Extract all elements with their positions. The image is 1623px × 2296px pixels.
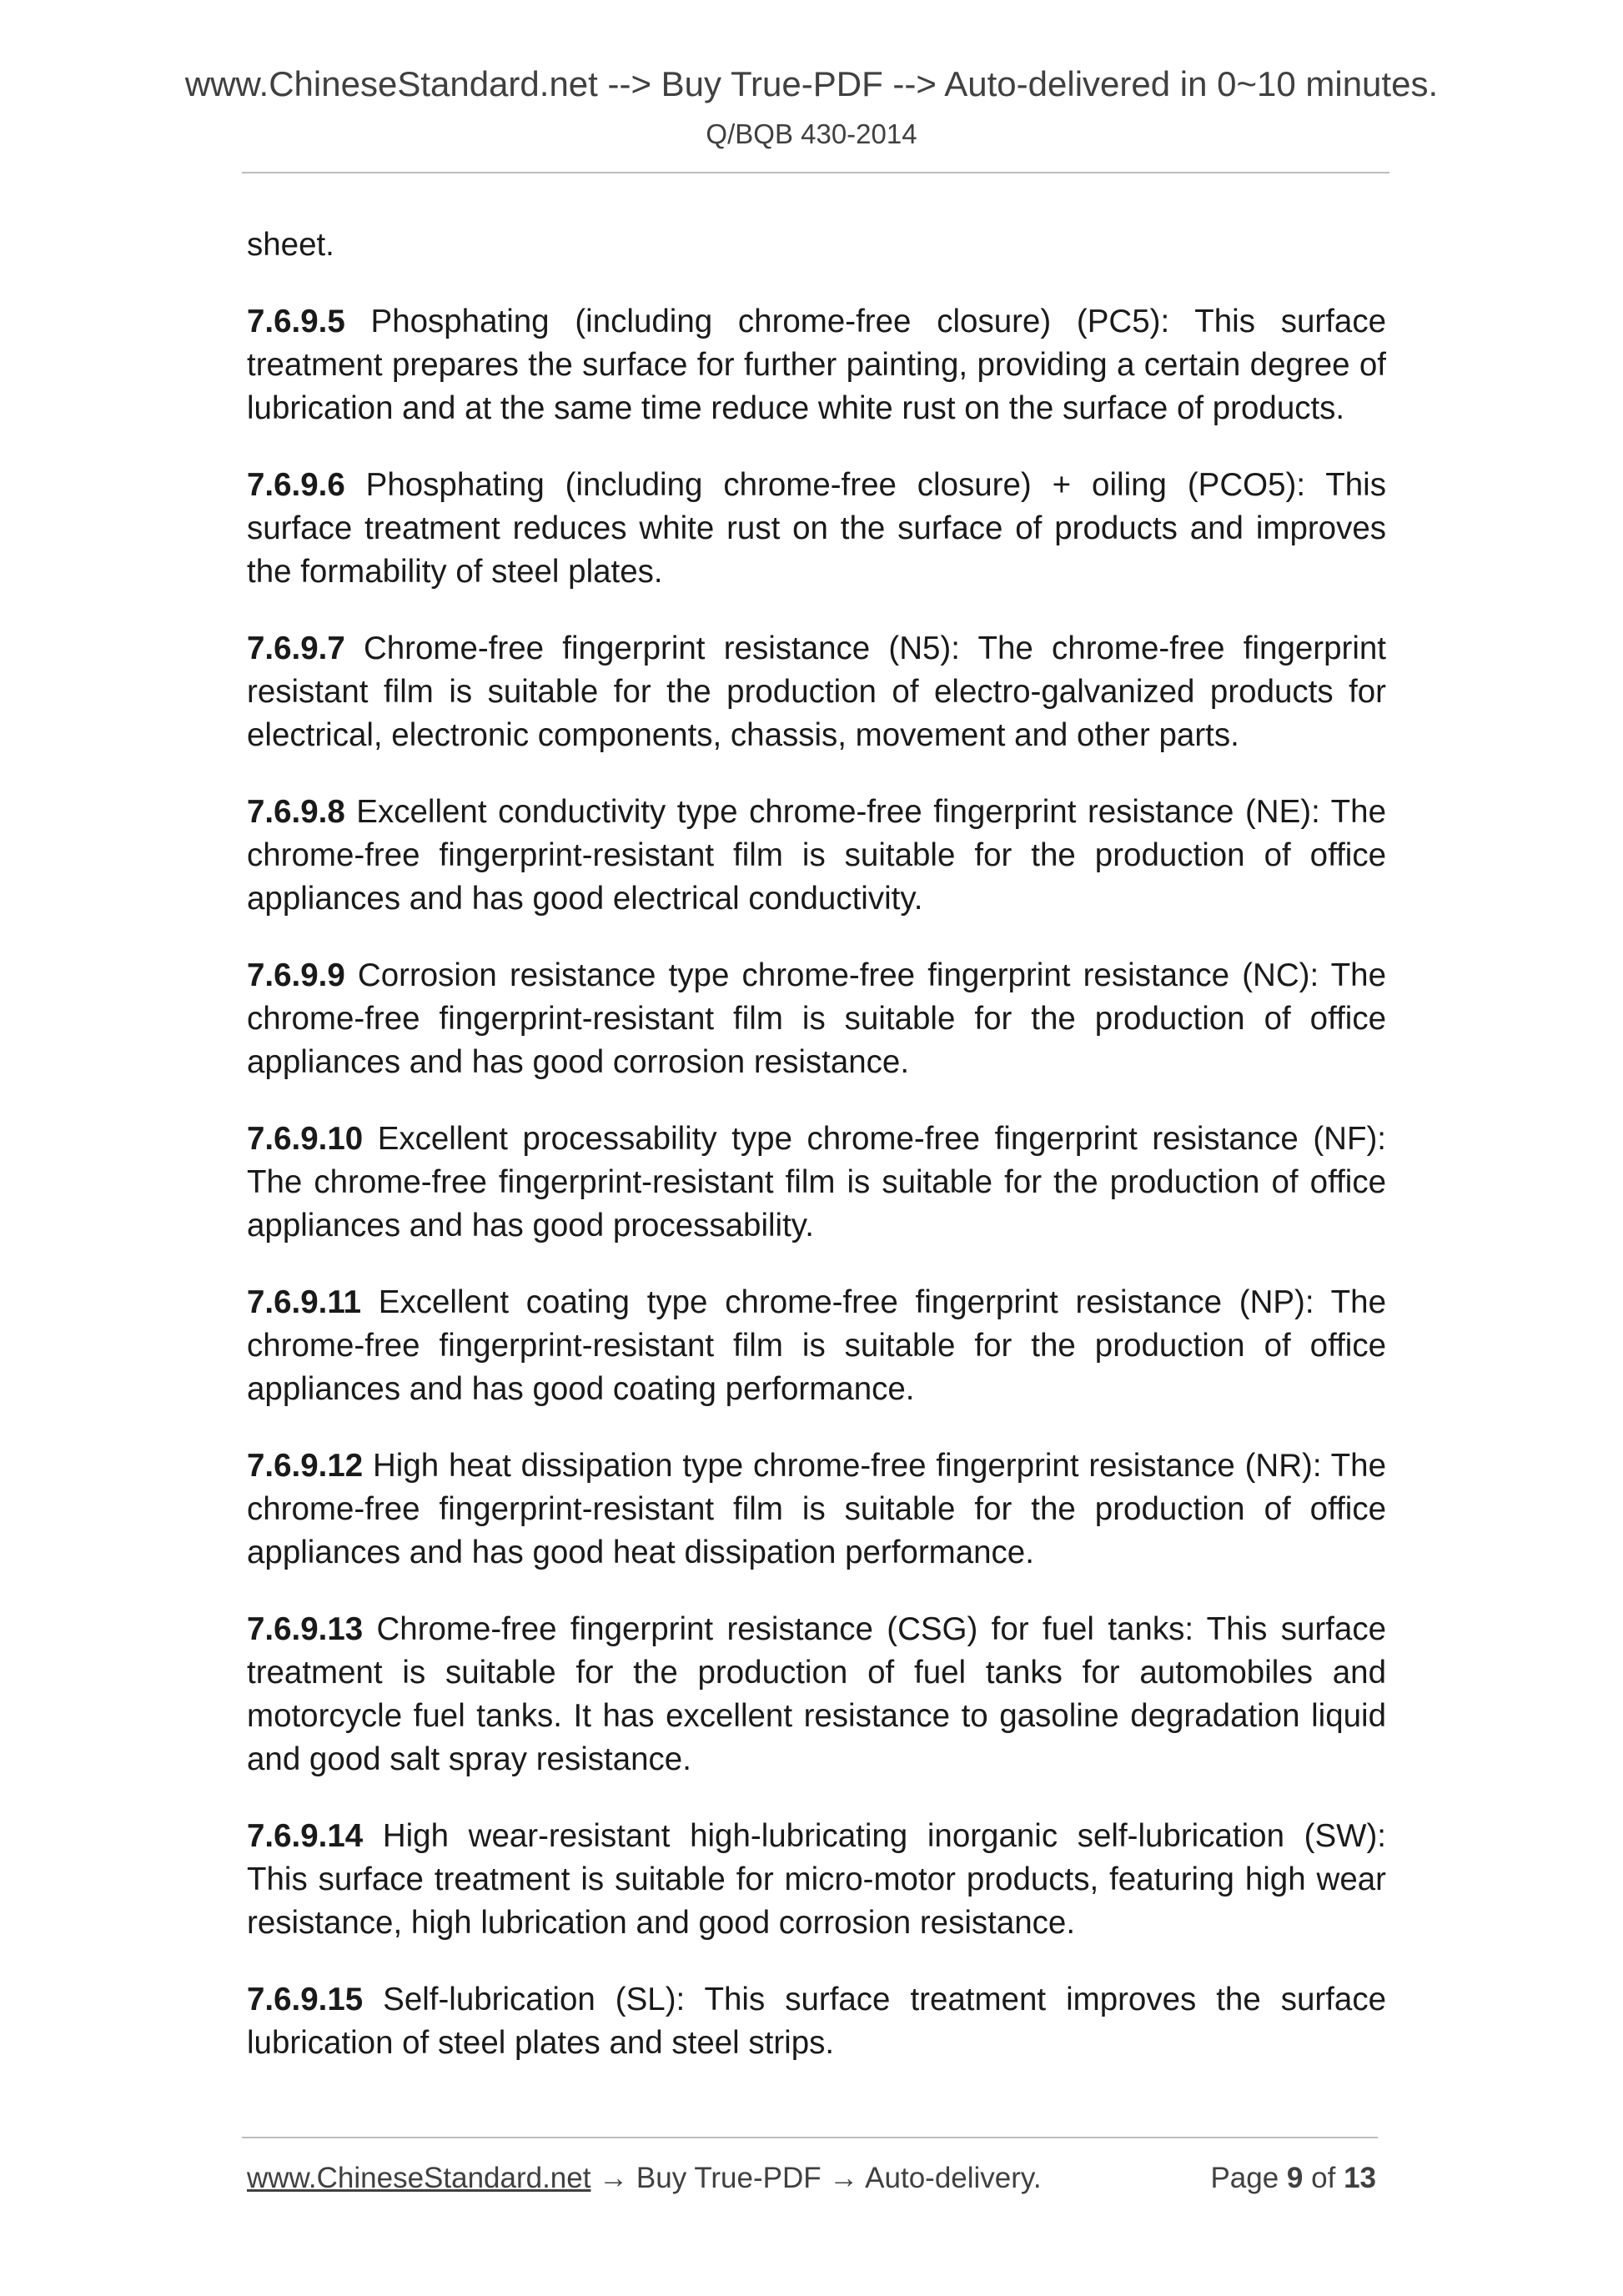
clause-number: 7.6.9.8: [247, 794, 345, 830]
clause-text: High heat dissipation type chrome-free fingerprint resistance (NR): The chrome-free fingerprint-resistant film is suitable for the production of office appliances and has good heat dissipation performance.: [247, 1448, 1386, 1570]
clause-text: Excellent coating type chrome-free fingerprint resistance (NP): The chrome-free fingerprint-resistant film is suitable for the production of office appliances and has good coating performance.: [247, 1284, 1386, 1407]
clause-7-6-9-14: [247, 1815, 1386, 1945]
clause-text: Phosphating (including chrome-free closure) (PC5): This surface treatment prepares the surface for further painting, providing a certain degree of lubrication and at the same time reduce white rust on the surface of products.: [247, 304, 1386, 426]
page-current: 9: [1286, 2162, 1304, 2194]
clause-text: Chrome-free fingerprint resistance (CSG) for fuel tanks: This surface treatment is suitable for the production of fuel tanks for automobiles and motorcycle fuel tanks. It has excellent resistance to gasoline degradation liquid and good salt spray resistance.: [247, 1611, 1386, 1777]
clause-number: 7.6.9.14: [247, 1818, 364, 1854]
clause-number: 7.6.9.10: [247, 1121, 364, 1157]
clause-number: 7.6.9.12: [247, 1448, 364, 1484]
footer-divider: [242, 2137, 1378, 2138]
clause-text: Self-lubrication (SL): This surface treatment improves the surface lubrication of steel plates and steel strips.: [247, 1982, 1386, 2061]
clause-7-6-9-6: [247, 464, 1386, 594]
clause-7-6-9-5: [247, 300, 1386, 430]
standard-code: Q/BQB 430-2014: [706, 118, 917, 149]
clause-number: 7.6.9.5: [247, 304, 345, 339]
clause-number: 7.6.9.6: [247, 467, 345, 503]
page-indicator: [1210, 2162, 1376, 2195]
page-label: Page: [1210, 2162, 1279, 2194]
lead-text: sheet.: [247, 227, 334, 263]
clause-number: 7.6.9.13: [247, 1611, 364, 1647]
clause-text: Chrome-free fingerprint resistance (N5): The chrome-free fingerprint resistant film is suitable for the production of electro-galvanized products for electrical, electronic components, chassis, movement and other parts.: [247, 631, 1386, 753]
site-link[interactable]: www.ChineseStandard.net: [247, 2162, 591, 2194]
of-label: of: [1311, 2162, 1336, 2194]
clause-7-6-9-10: [247, 1118, 1386, 1248]
clause-number: 7.6.9.9: [247, 957, 345, 993]
clause-7-6-9-7: [247, 627, 1386, 757]
clause-text: Excellent conductivity type chrome-free fingerprint resistance (NE): The chrome-free fingerprint-resistant film is suitable for the production of office appliances and has good electrical conductivity.: [247, 794, 1386, 917]
clause-7-6-9-12: [247, 1444, 1386, 1575]
clause-text: Corrosion resistance type chrome-free fingerprint resistance (NC): The chrome-free fingerprint-resistant film is suitable for the production of office appliances and has good corrosion resistance.: [247, 957, 1386, 1080]
clause-text: Excellent processability type chrome-free fingerprint resistance (NF): The chrome-free fingerprint-resistant film is suitable for the production of office appliances and has good processability.: [247, 1121, 1386, 1243]
footer-tagline-text: → Buy True-PDF → Auto-delivery.: [590, 2162, 1042, 2194]
footer-tagline: [247, 2162, 1042, 2195]
clause-number: 7.6.9.7: [247, 631, 345, 666]
clause-7-6-9-15: [247, 1978, 1386, 2065]
document-body: [247, 224, 1386, 2098]
clause-7-6-9-8: [247, 791, 1386, 921]
header-banner: www.ChineseStandard.net --> Buy True-PDF --> Auto-delivered in 0~10 minutes.: [184, 64, 1439, 103]
clause-7-6-9-9: [247, 954, 1386, 1084]
clause-text: High wear-resistant high-lubricating inorganic self-lubrication (SW): This surface treatment is suitable for micro-motor products, featuring high wear resistance, high lubrication and good corrosion resistance.: [247, 1818, 1386, 1941]
page-total: 13: [1344, 2162, 1376, 2194]
clause-number: 7.6.9.11: [247, 1284, 362, 1320]
header-divider: [242, 172, 1389, 173]
clause-number: 7.6.9.15: [247, 1982, 364, 2017]
clause-text: Phosphating (including chrome-free closure) + oiling (PCO5): This surface treatment reduces white rust on the surface of products and improves the formability of steel plates.: [247, 467, 1386, 590]
clause-7-6-9-13: [247, 1608, 1386, 1781]
clause-7-6-9-11: [247, 1281, 1386, 1411]
